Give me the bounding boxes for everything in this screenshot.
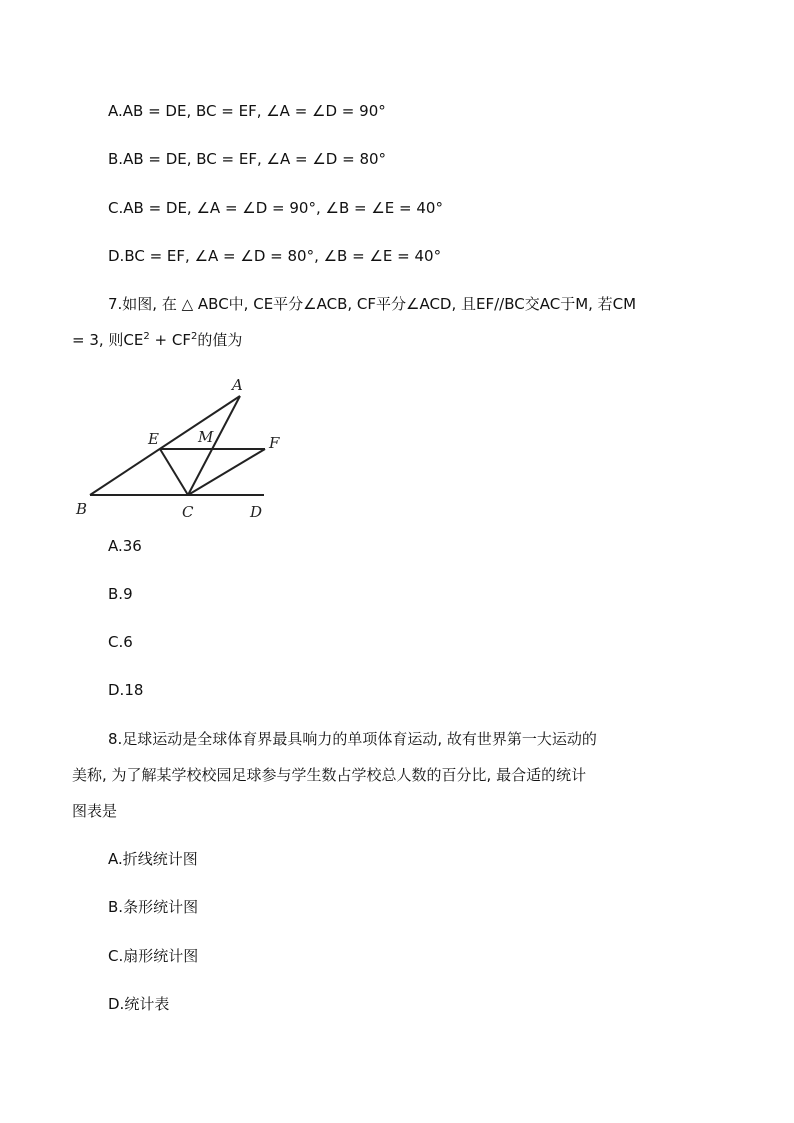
q7-option-d: D.18 <box>108 681 144 699</box>
line-ba <box>90 396 240 495</box>
q8-option-a: A.折线统计图 <box>108 850 198 868</box>
label-m: M <box>198 428 214 446</box>
q7-option-a: A.36 <box>108 537 142 555</box>
label-c: C <box>182 503 194 521</box>
q7-question-line2: = 3, 则$CE^2 + CF^2$的值为 <box>72 331 243 349</box>
q7-option-c: C.6 <box>108 633 133 651</box>
q8-question-line2: 美称, 为了解某学校校园足球参与学生数占学校总人数的百分比, 最合适的统计 <box>72 766 587 784</box>
label-b: B <box>76 500 88 518</box>
q7-option-b: B.9 <box>108 585 133 603</box>
q6-option-c: C.AB = DE, ∠A = ∠D = 90°, ∠B = ∠E = 40° <box>108 199 443 217</box>
q6-option-b: B.AB = DE, BC = EF, ∠A = ∠D = 80° <box>108 150 387 168</box>
q7-question-line1: 7.如图, 在 △ ABC中, CE平分∠ACB, CF平分∠ACD, 且EF//BC交AC于M, 若CM <box>108 295 637 313</box>
q6-option-a: A.AB = DE, BC = EF, ∠A = ∠D = 90° <box>108 102 386 120</box>
label-d: D <box>250 503 263 521</box>
label-a: A <box>232 376 243 394</box>
q8-option-d: D.统计表 <box>108 995 170 1013</box>
q6-option-d: D.BC = EF, ∠A = ∠D = 80°, ∠B = ∠E = 40° <box>108 247 442 265</box>
geometry-figure <box>72 372 292 522</box>
label-f: F <box>269 434 280 452</box>
q8-question-line3: 图表是 <box>72 802 118 820</box>
q8-option-b: B.条形统计图 <box>108 898 199 916</box>
q8-option-c: C.扇形统计图 <box>108 947 199 965</box>
line-ec <box>160 449 188 495</box>
label-e: E <box>148 430 159 448</box>
q8-question-line1: 8.足球运动是全球体育界最具响力的单项体育运动, 故有世界第一大运动的 <box>108 730 597 748</box>
